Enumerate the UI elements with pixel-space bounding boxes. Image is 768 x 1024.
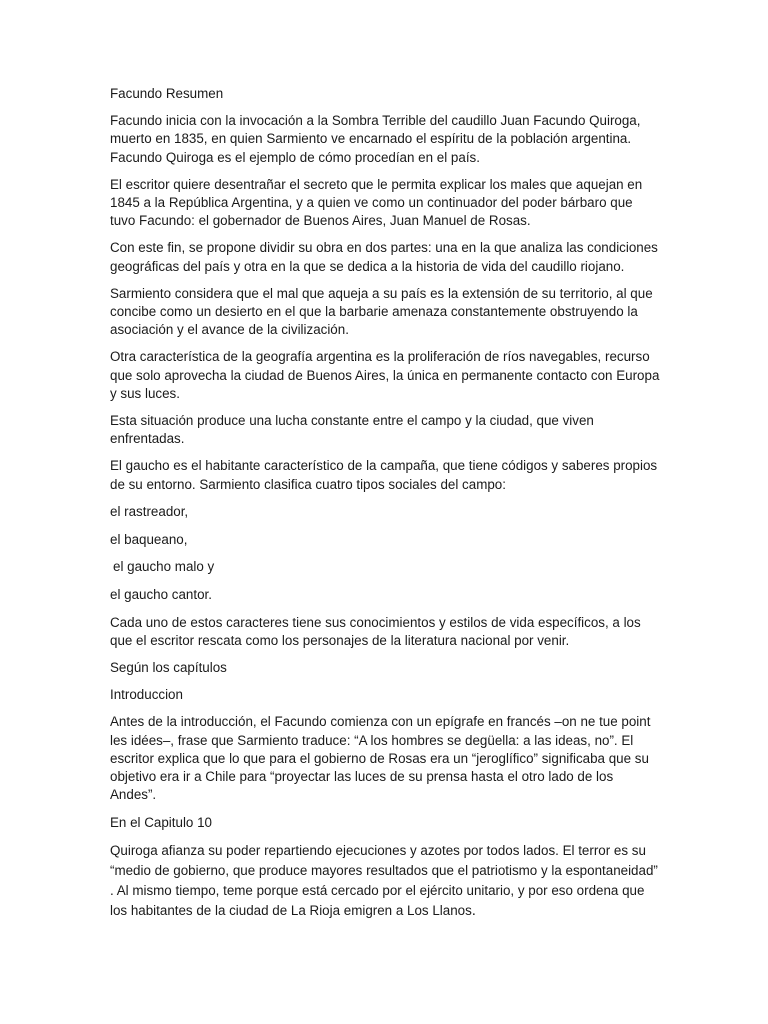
paragraph-gaucho: El gaucho es el habitante característico de la campaña, que tiene códigos y saberes propios de su entorno. Sarmiento clasifica cuatro tipos sociales del campo: xyxy=(110,458,658,492)
paragraph-chapter-10 xyxy=(110,841,660,921)
paragraph-struggle: Esta situación produce una lucha constante entre el campo y la ciudad, que viven enfrentadas. xyxy=(110,413,594,447)
list-item-rastreador: el rastreador, xyxy=(110,503,189,519)
paragraph-characters: Cada uno de estos caracteres tiene sus conocimientos y estilos de vida específicos, a los que el escritor rescata como los personajes de la literatura nacional por venir. xyxy=(110,614,641,648)
section-heading: Según los capítulos xyxy=(110,660,227,676)
paragraph-writer-secret: El escritor quiere desentrañar el secreto que le permita explicar los males que aquejan en 1845 a la República Argentina, y a quien ve como un continuador del poder bárbaro que tuvo Facundo: el gobernador de Buenos Aires, Juan Manuel de Rosas. xyxy=(110,176,643,229)
paragraph-rivers: Otra característica de la geografía argentina es la proliferación de ríos navegables, recurso que solo aprovecha la ciudad de Buenos Aires, la única en permanente contacto con Europa y sus luces. xyxy=(110,349,660,401)
list-item-gaucho-malo: el gaucho malo y xyxy=(113,559,215,575)
chapter-heading: En el Capitulo 10 xyxy=(110,814,212,830)
paragraph-territory: Sarmiento considera que el mal que aqueja a su país es la extensión de su territorio, al que concibe como un desierto en el que la barbarie amenaza constantemente obstruyendo la asociación y el avance de la civilización. xyxy=(110,285,653,338)
chapter-10-text: Quiroga afianza su poder repartiendo ejecuciones y azotes por todos lados. El terror es su “medio de gobierno, que produce mayores resultados que el patriotismo y la espontaneidad” . Al mismo tiempo, teme porque está cercado por el ejército unitario, y por eso ordena que los habitantes de la ciudad de La Rioja emigren a Los Llanos xyxy=(110,842,658,918)
document-body xyxy=(110,85,660,930)
chapter-10-period: . xyxy=(471,901,476,919)
paragraph-invocation: Facundo inicia con la invocación a la Sombra Terrible del caudillo Juan Facundo Quiroga, muerto en 1835, en quien Sarmiento ve encarnado el espíritu de la población argentina. Facundo Quiroga es el ejemplo de cómo procedían en el país. xyxy=(110,113,641,165)
list-item-baqueano: el baqueano, xyxy=(110,531,188,547)
paragraph-introduction: Antes de la introducción, el Facundo comienza con un epígrafe en francés –on ne tue point les idées–, frase que Sarmiento traduce: “A los hombres se degüella: a las ideas, no”. El escritor explica que lo que para el gobierno de Rosas era un “jeroglífico” significaba que su objetivo era ir a Chile para “proyectar las luces de su prensa hasta el otro lado de los Andes”. xyxy=(110,714,651,803)
list-item-gaucho-cantor: el gaucho cantor. xyxy=(110,586,212,602)
intro-heading: Introduccion xyxy=(110,687,183,703)
document-title: Facundo Resumen xyxy=(110,86,224,101)
paragraph-two-parts: Con este fin, se propone dividir su obra en dos partes: una en la que analiza las condiciones geográficas del país y otra en la que se dedica a la historia de vida del caudillo riojano. xyxy=(110,240,658,274)
